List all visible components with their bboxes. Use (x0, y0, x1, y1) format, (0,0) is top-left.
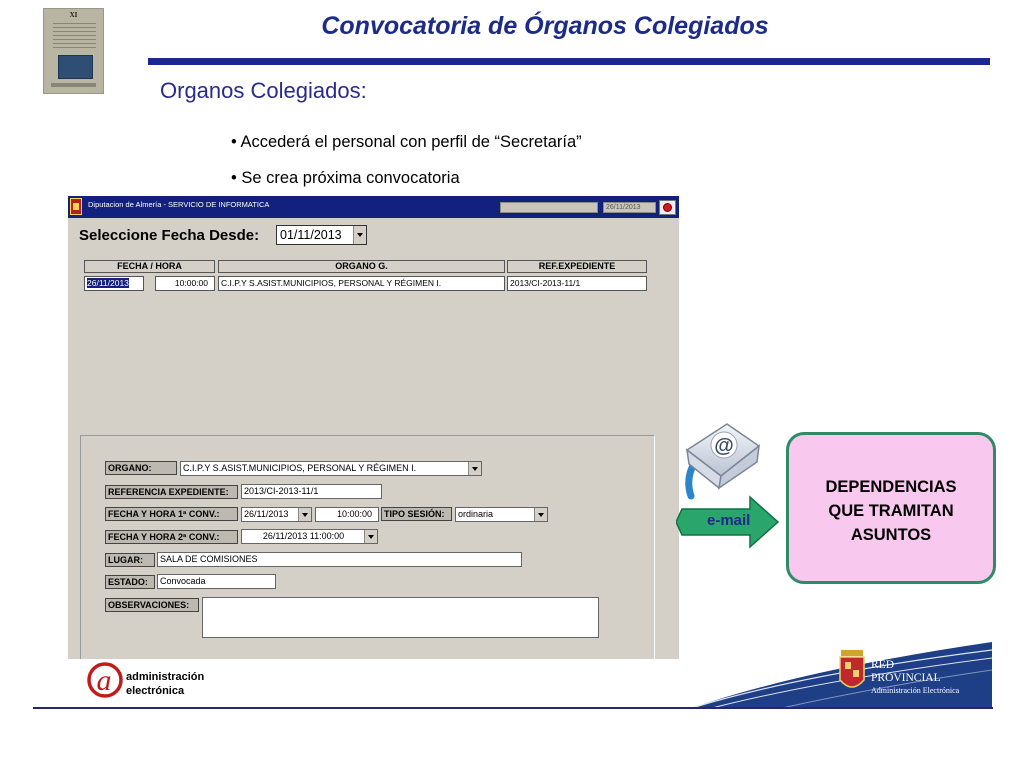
crest-icon (838, 650, 866, 695)
admin-logo-line-2: electrónica (126, 685, 185, 697)
footer-divider (33, 707, 993, 709)
lugar-field[interactable]: SALA DE COMISIONES (157, 552, 522, 567)
observaciones-field[interactable] (202, 597, 599, 638)
dropdown-arrow-icon[interactable] (534, 508, 547, 521)
fecha2-select[interactable] (241, 529, 378, 544)
bullet-1: • Accederá el personal con perfil de “Secretaría” (231, 133, 582, 151)
referencia-label: REFERENCIA EXPEDIENTE: (105, 485, 238, 499)
bullet-2: • Se crea próxima convocatoria (231, 169, 460, 187)
slide-subtitle: Organos Colegiados: (160, 78, 367, 103)
cover-thumbnail (43, 8, 104, 94)
referencia-field[interactable]: 2013/CI-2013-11/1 (241, 484, 382, 499)
column-header-fecha[interactable]: FECHA / HORA (84, 260, 215, 273)
lugar-label: LUGAR: (105, 553, 155, 567)
fecha2-label: FECHA Y HORA 2ª CONV.: (105, 530, 238, 544)
column-header-ref[interactable]: REF.EXPEDIENTE (507, 260, 647, 273)
tipo-sesion-select[interactable] (455, 507, 548, 522)
row-ref-cell[interactable]: 2013/CI-2013-11/1 (507, 276, 647, 291)
title-underline (148, 58, 990, 65)
tipo-sesion-label: TIPO SESIÓN: (381, 507, 452, 521)
red-provincial-line-3: Administración Electrónica (871, 686, 960, 695)
dropdown-arrow-icon[interactable] (364, 530, 377, 543)
svg-text:a: a (96, 664, 112, 697)
organo-value: C.I.P.Y S.ASIST.MUNICIPIOS, PERSONAL Y RÉGIMEN I. (183, 463, 417, 473)
dropdown-arrow-icon[interactable] (298, 508, 311, 521)
column-header-organo[interactable]: ORGANO G. (218, 260, 505, 273)
fecha1-label: FECHA Y HORA 1ª CONV.: (105, 507, 238, 521)
observaciones-label: OBSERVACIONES: (105, 598, 199, 612)
date-from-value: 01/11/2013 (280, 228, 342, 242)
window-titlebar (68, 196, 679, 218)
crest-icon (70, 198, 82, 215)
date-from-dropdown[interactable] (276, 225, 367, 245)
row-fecha-cell[interactable] (84, 276, 144, 291)
select-date-label: Seleccione Fecha Desde: (79, 227, 260, 244)
dropdown-arrow-icon[interactable] (353, 226, 366, 244)
red-provincial-line-2: PROVINCIAL (871, 672, 941, 684)
close-icon[interactable] (659, 200, 676, 215)
fecha2-value: 26/11/2013 11:00:00 (262, 531, 345, 541)
cover-number: XI (69, 11, 78, 19)
dependencias-text (786, 475, 996, 547)
admin-logo-icon (87, 660, 123, 700)
window-title: Diputacion de Almería - SERVICIO DE INFORMATICA (88, 200, 270, 209)
fecha1-date: 26/11/2013 (244, 509, 289, 519)
row-organo-cell[interactable]: C.I.P.Y S.ASIST.MUNICIPIOS, PERSONAL Y RÉGIMEN I. (218, 276, 505, 291)
dependencias-line-1: DEPENDENCIAS (825, 478, 957, 496)
row-fecha: 26/11/2013 (87, 278, 129, 288)
dependencias-line-2: QUE TRAMITAN (828, 502, 954, 520)
app-window (68, 196, 679, 659)
tipo-sesion-value: ordinaria (458, 509, 494, 519)
email-envelope-icon (683, 418, 761, 504)
slide-title: Convocatoria de Órganos Colegiados (321, 12, 769, 40)
red-provincial-line-1: RED (871, 659, 894, 671)
fecha1-date-select[interactable] (241, 507, 312, 522)
row-hora-cell[interactable]: 10:00:00 (155, 276, 215, 291)
organo-select[interactable] (180, 461, 482, 476)
dependencias-line-3: ASUNTOS (850, 526, 932, 544)
email-label: e-mail (707, 512, 751, 529)
titlebar-date-field: 26/11/2013 (603, 202, 656, 213)
estado-label: ESTADO: (105, 575, 155, 589)
fecha1-time-field[interactable]: 10:00:00 (315, 507, 379, 522)
organo-label: ORGANO: (105, 461, 177, 475)
admin-logo-line-1: administración (126, 671, 205, 683)
svg-text:@: @ (714, 435, 734, 457)
titlebar-user-field (500, 202, 598, 213)
estado-field[interactable]: Convocada (157, 574, 276, 589)
dropdown-arrow-icon[interactable] (468, 462, 481, 475)
